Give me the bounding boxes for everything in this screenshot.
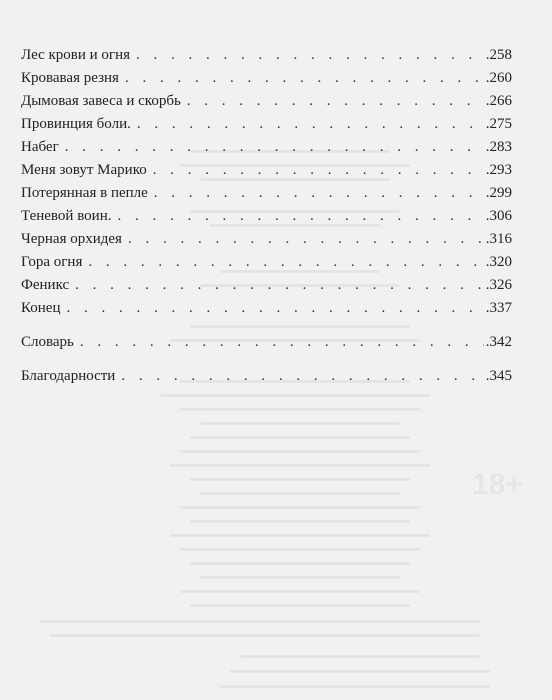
toc-entry-page: .326 [485,277,512,293]
toc-entry [21,228,512,251]
toc-entry-title: Дымовая завеса и скорбь [21,93,181,109]
dot-leader [80,331,484,354]
toc-entry [21,297,512,320]
toc-entry-title: Гора огня [21,254,83,270]
dot-leader [66,297,483,320]
toc-entry-page: .316 [485,231,512,247]
toc-entry-title: Провинция боли. [21,116,131,132]
toc-entry [21,90,512,113]
toc-entry-page: .258 [485,47,512,63]
toc-entry-title: Потерянная в пепле [21,185,148,201]
toc-entry-page: .337 [485,300,512,316]
toc-entry-title: Конец [21,300,61,316]
toc-entry-title: Благодарности [21,368,116,384]
toc-entry-page: .342 [485,334,512,350]
toc-entry-page: .260 [485,70,512,86]
toc-entry [21,205,512,228]
toc-entry [21,182,512,205]
dot-leader [136,44,484,67]
toc-entry-title: Теневой воин. [21,208,112,224]
table-of-contents [21,44,512,388]
dot-leader [137,113,484,136]
toc-entry-page: .320 [485,254,512,270]
toc-entry-page: .299 [485,185,512,201]
toc-entry [21,67,512,90]
dot-leader [153,159,484,182]
dot-leader [125,67,484,90]
toc-entry-page: .293 [485,162,512,178]
toc-entry-title: Лес крови и огня [21,47,131,63]
dot-leader [88,251,483,274]
toc-entry [21,159,512,182]
toc-entry [21,331,512,354]
toc-entry [21,251,512,274]
toc-entry-title: Набег [21,139,59,155]
toc-entry [21,274,512,297]
dot-leader [75,274,484,297]
toc-entry-page: .306 [485,208,512,224]
dot-leader [187,90,484,113]
dot-leader [65,136,484,159]
toc-entry-title: Кровавая резня [21,70,119,86]
toc-entry-title: Меня зовут Марико [21,162,147,178]
toc-entry [21,365,512,388]
toc-entry-page: .345 [485,368,512,384]
dot-leader [121,365,483,388]
toc-entry-page: .275 [485,116,512,132]
toc-entry [21,44,512,67]
age-rating-bleed: 18+ [472,468,523,501]
toc-entry-page: .266 [485,93,512,109]
dot-leader [117,205,483,228]
toc-entry [21,113,512,136]
toc-entry-page: .283 [485,139,512,155]
toc-entry-title: Черная орхидея [21,231,122,247]
toc-entry [21,136,512,159]
dot-leader [154,182,484,205]
toc-entry-title: Словарь [21,334,74,350]
dot-leader [128,228,484,251]
toc-entry-title: Феникс [21,277,70,293]
